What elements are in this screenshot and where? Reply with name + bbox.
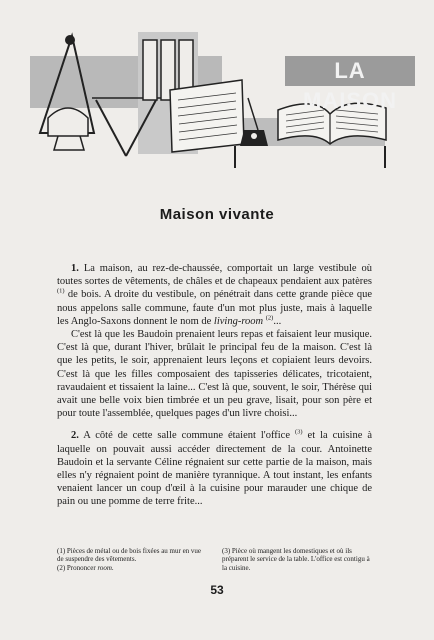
italic-term: living-room: [213, 315, 264, 327]
paragraph-text: La maison, au rez-de-chaussée, comportait un large vestibule où toutes sortes de vêtements, de châles et de chapeaux pendaient aux patères: [57, 263, 373, 288]
paragraph-1: [57, 262, 372, 328]
paragraph-number: 2.: [71, 430, 79, 442]
footnote-italic: room.: [97, 563, 114, 572]
chapter-header: [30, 18, 400, 168]
footnote-2: [57, 564, 207, 572]
paragraph-text: ...: [273, 315, 282, 327]
body-text: [57, 262, 372, 509]
footnotes-right: [222, 547, 372, 572]
paragraph-text: de bois. A droite du vestibule, on pénétrait dans cette grande pièce que nous appelons salle commune, faute d'un mot plus juste, mais à laquelle les Anglo-Saxons donnent le nom de: [57, 289, 372, 327]
footnote-text: (2) Prononcer: [57, 563, 98, 572]
footnote-ref: (3): [294, 428, 303, 436]
paragraph-text: A côté de cette salle commune étaient l'office: [83, 430, 295, 442]
paragraph-2: C'est là que les Baudoin prenaient leurs repas et faisaient leur musique. C'est là que, durant l'hiver, brûlait le principal feu de la maison. C'est là que les petits, le soir, apprenaient leurs leçons et copiaient leurs devoirs. C'est là que les filles composaient des tapisseries délicates, tricotaient, ravaudaient et tissaient la laine... C'est là que, souvent, le soir, Thérèse qui avait une belle voix bien timbrée et un peu grave, lisait, pour son père et pour toute l'assemblée, quelques pages d'un livre choisi...: [57, 329, 372, 420]
footnotes: [57, 547, 372, 572]
section-label: LA MAISON: [285, 56, 415, 86]
paragraph-text: et la cuisine à laquelle on pouvait aussi accéder directement de la cour. Antoinette Baudoin et la servante Céline régnaient sur cette partie de la maison, mais elles n'y régnaient point de manière tyrannique. A tout instant, les enfants venaient lancer un coup d'œil à la cuisine pour marauder une chique de pain ou une pomme de terre frite...: [57, 430, 372, 508]
footnote-3: (3) Pièce où mangent les domestiques et où ils préparent le service de la table. L'office est contigu à la cuisine.: [222, 547, 370, 572]
footnotes-left: [57, 547, 207, 572]
footnote-1: (1) Pièces de métal ou de bois fixées au mur en vue de suspendre des vêtements.: [57, 547, 202, 564]
paragraph-3: [57, 429, 372, 508]
footnote-ref: (2): [265, 314, 274, 322]
footnote-ref: (1): [57, 287, 65, 295]
paragraph-number: 1.: [71, 263, 79, 274]
page-number: 53: [210, 583, 224, 597]
page-title: Maison vivante: [159, 206, 275, 223]
